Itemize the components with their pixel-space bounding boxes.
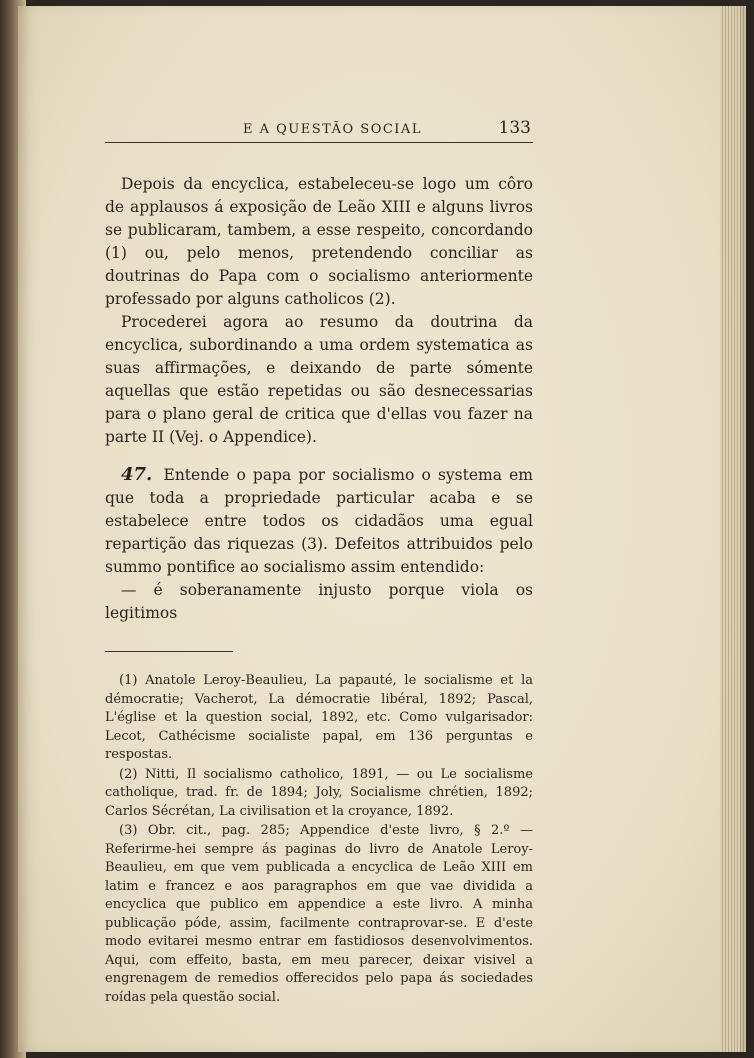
paragraph-4: — é soberanamente injusto porque viola os legitimos xyxy=(105,581,533,622)
body-text xyxy=(105,173,533,625)
footnote-3: (3) Obr. cit., pag. 285; Appendice d'este livro, § 2.º — Referirme-hei sempre ás paginas do livro de Anatole Leroy-Beaulieu, em que vem publicada a encyclica de Leão XIII em latim e francez e aos paragraphos em que vae dividida a encyclica que publico em appendice a este livro. A minha publicação póde, assim, facilmente contraprovar-se. E d'este modo evitarei mesmo entrar em fastidiosos desenvolvimentos. Aqui, com effeito, basta, em meu parecer, deixar visivel a engrenagem de remedios offerecidos pelo papa ás sociedades roídas pela questão social. xyxy=(105,823,533,1005)
section-number: 47. xyxy=(121,464,153,485)
paragraph-2: Procederei agora ao resumo da doutrina da encyclica, subordinando a uma ordem systematica as suas affirmações, e deixando de parte sómente aquellas que estão repetidas ou são desnecessarias para o plano geral de critica que d'ellas vou fazer na parte II (Vej. o Appendice). xyxy=(105,313,533,446)
page-content xyxy=(105,118,533,1008)
paragraph-1: Depois da encyclica, estabeleceu-se logo um côro de applausos á exposição de Leão XIII e alguns livros se publicaram, tambem, a esse respeito, concordando (1) ou, pelo menos, pretendendo conciliar as doutrinas do Papa com o socialismo anteriormente professado por alguns catholicos (2). xyxy=(105,175,533,308)
page-number: 133 xyxy=(498,118,531,138)
page-stack-edge xyxy=(720,6,746,1052)
paragraph-47 xyxy=(105,463,533,579)
footnote-2: (2) Nitti, Il socialismo catholico, 1891, — ou Le socialisme catholique, trad. fr. de 1894; Joly, Socialisme chrétien, 1892; Carlos Sécrétan, La civilisation et la croyance, 1892. xyxy=(105,766,533,819)
footnote-1: (1) Anatole Leroy-Beaulieu, La papauté, le socialisme et la démocratie; Vacherot, La démocratie libéral, 1892; Pascal, L'église et la question social, 1892, etc. Como vulgarisador: Lecot, Cathécisme socialiste papal, em 136 perguntas e respostas. xyxy=(105,673,533,762)
footnote-divider xyxy=(105,651,233,652)
running-title: E A QUESTÃO SOCIAL xyxy=(243,122,422,137)
running-header xyxy=(105,118,533,143)
paragraph-47-text: Entende o papa por socialismo o systema em que toda a propriedade particular acaba e se estabelece entre todos os cidadãos uma egual repartição das riquezas (3). Defeitos attribuidos pelo summo pontifice ao socialismo assim entendido: xyxy=(105,466,533,576)
footnotes xyxy=(105,672,533,1007)
